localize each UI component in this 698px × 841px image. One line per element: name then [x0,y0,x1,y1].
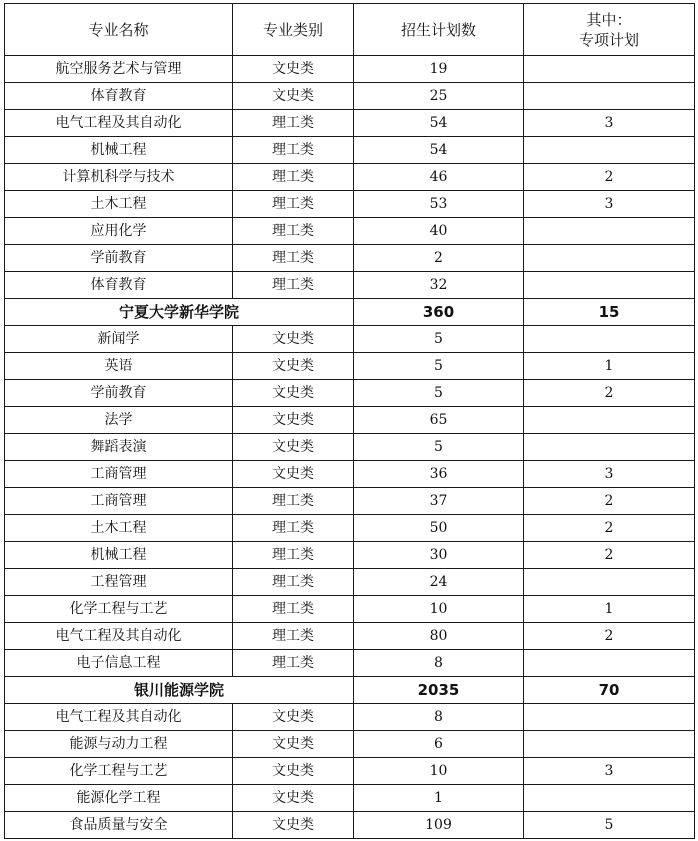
enrollment-plan-cell: 54 [354,137,524,164]
table-row [5,191,695,218]
table-row [5,110,695,137]
major-category-cell: 理工类 [233,596,354,623]
table-row [5,353,695,380]
major-name-cell: 能源与动力工程 [5,731,233,758]
enrollment-plan-cell: 40 [354,218,524,245]
major-category-cell: 理工类 [233,191,354,218]
major-name-cell: 化学工程与工艺 [5,596,233,623]
major-category-cell: 理工类 [233,569,354,596]
major-name-cell: 计算机科学与技术 [5,164,233,191]
major-name-cell: 新闻学 [5,326,233,353]
major-name-cell: 工程管理 [5,569,233,596]
table-row [5,326,695,353]
header-special-plan-line2: 专项计划 [578,30,639,49]
group-total-row [5,299,695,326]
header-enrollment-plan: 招生计划数 [354,4,524,56]
special-plan-cell [524,137,695,164]
enrollment-plan-cell: 8 [354,650,524,677]
enrollment-plan-cell: 25 [354,83,524,110]
special-plan-cell [524,569,695,596]
special-plan-cell [524,83,695,110]
major-name-cell: 体育教育 [5,272,233,299]
special-plan-cell: 2 [524,488,695,515]
enrollment-plan-cell: 5 [354,380,524,407]
special-plan-cell [524,731,695,758]
enrollment-plan-cell: 10 [354,596,524,623]
major-category-cell: 文史类 [233,758,354,785]
enrollment-plan-cell: 24 [354,569,524,596]
special-plan-cell: 3 [524,110,695,137]
table-body [5,56,695,839]
table-row [5,245,695,272]
special-plan-cell: 1 [524,596,695,623]
enrollment-plan-cell: 30 [354,542,524,569]
special-plan-cell [524,650,695,677]
special-plan-cell: 1 [524,353,695,380]
major-name-cell: 航空服务艺术与管理 [5,56,233,83]
header-major-category: 专业类别 [233,4,354,56]
group-special-total: 15 [524,299,695,326]
special-plan-cell [524,245,695,272]
major-category-cell: 文史类 [233,83,354,110]
major-category-cell: 文史类 [233,704,354,731]
major-category-cell: 文史类 [233,326,354,353]
table-row [5,137,695,164]
enrollment-plan-cell: 2 [354,245,524,272]
special-plan-cell [524,56,695,83]
special-plan-cell: 2 [524,515,695,542]
major-name-cell: 机械工程 [5,137,233,164]
special-plan-cell: 3 [524,191,695,218]
group-name: 宁夏大学新华学院 [5,299,354,326]
special-plan-cell [524,704,695,731]
special-plan-cell: 2 [524,380,695,407]
major-name-cell: 工商管理 [5,461,233,488]
enrollment-plan-cell: 109 [354,812,524,839]
major-name-cell: 工商管理 [5,488,233,515]
special-plan-cell: 3 [524,461,695,488]
major-category-cell: 理工类 [233,515,354,542]
major-name-cell: 学前教育 [5,380,233,407]
enrollment-plan-cell: 5 [354,353,524,380]
enrollment-plan-cell: 32 [354,272,524,299]
major-category-cell: 理工类 [233,488,354,515]
major-name-cell: 法学 [5,407,233,434]
major-category-cell: 理工类 [233,272,354,299]
major-category-cell: 文史类 [233,380,354,407]
table-row [5,704,695,731]
header-special-plan [524,4,695,56]
special-plan-cell: 5 [524,812,695,839]
table-row [5,650,695,677]
enrollment-plan-cell: 50 [354,515,524,542]
table-row [5,569,695,596]
enrollment-plan-cell: 10 [354,758,524,785]
table-row [5,596,695,623]
enrollment-plan-table [4,3,695,839]
enrollment-plan-cell: 36 [354,461,524,488]
group-total-row [5,677,695,704]
major-category-cell: 文史类 [233,461,354,488]
table-row [5,56,695,83]
major-name-cell: 机械工程 [5,542,233,569]
major-name-cell: 化学工程与工艺 [5,758,233,785]
major-category-cell: 理工类 [233,542,354,569]
table-row [5,434,695,461]
major-name-cell: 英语 [5,353,233,380]
table-row [5,83,695,110]
enrollment-plan-cell: 1 [354,785,524,812]
major-name-cell: 电气工程及其自动化 [5,704,233,731]
enrollment-plan-cell: 5 [354,326,524,353]
header-special-plan-line1: 其中： [586,10,632,29]
table-row [5,623,695,650]
table-row [5,407,695,434]
special-plan-cell: 2 [524,164,695,191]
major-name-cell: 能源化学工程 [5,785,233,812]
enrollment-plan-cell: 37 [354,488,524,515]
major-category-cell: 文史类 [233,731,354,758]
group-name: 银川能源学院 [5,677,354,704]
enrollment-plan-cell: 5 [354,434,524,461]
enrollment-plan-cell: 54 [354,110,524,137]
major-category-cell: 理工类 [233,218,354,245]
special-plan-cell [524,785,695,812]
table-row [5,812,695,839]
enrollment-plan-cell: 6 [354,731,524,758]
table-row [5,731,695,758]
enrollment-plan-cell: 46 [354,164,524,191]
major-category-cell: 文史类 [233,407,354,434]
major-category-cell: 文史类 [233,434,354,461]
table-row [5,164,695,191]
enrollment-plan-cell: 53 [354,191,524,218]
table-row [5,380,695,407]
major-name-cell: 体育教育 [5,83,233,110]
special-plan-cell: 2 [524,623,695,650]
group-special-total: 70 [524,677,695,704]
table-row [5,785,695,812]
special-plan-cell [524,326,695,353]
major-category-cell: 文史类 [233,353,354,380]
table-row [5,272,695,299]
special-plan-cell [524,434,695,461]
major-category-cell: 理工类 [233,137,354,164]
major-name-cell: 舞蹈表演 [5,434,233,461]
table-row [5,758,695,785]
table-row [5,515,695,542]
major-category-cell: 理工类 [233,623,354,650]
major-name-cell: 电气工程及其自动化 [5,110,233,137]
header-major-name: 专业名称 [5,4,233,56]
major-name-cell: 食品质量与安全 [5,812,233,839]
major-name-cell: 土木工程 [5,515,233,542]
major-category-cell: 理工类 [233,245,354,272]
special-plan-cell [524,272,695,299]
major-category-cell: 文史类 [233,785,354,812]
enrollment-plan-cell: 80 [354,623,524,650]
group-plan-total: 360 [354,299,524,326]
table-row [5,461,695,488]
header-row [5,4,695,56]
major-category-cell: 理工类 [233,650,354,677]
special-plan-cell: 3 [524,758,695,785]
major-category-cell: 文史类 [233,56,354,83]
group-plan-total: 2035 [354,677,524,704]
special-plan-cell: 2 [524,542,695,569]
table-row [5,488,695,515]
enrollment-plan-cell: 8 [354,704,524,731]
special-plan-cell [524,407,695,434]
major-category-cell: 文史类 [233,812,354,839]
table-row [5,218,695,245]
enrollment-plan-cell: 65 [354,407,524,434]
major-category-cell: 理工类 [233,164,354,191]
enrollment-plan-cell: 19 [354,56,524,83]
major-name-cell: 电气工程及其自动化 [5,623,233,650]
major-name-cell: 学前教育 [5,245,233,272]
special-plan-cell [524,218,695,245]
major-name-cell: 应用化学 [5,218,233,245]
major-name-cell: 土木工程 [5,191,233,218]
major-category-cell: 理工类 [233,110,354,137]
table-row [5,542,695,569]
table-header [5,4,695,56]
major-name-cell: 电子信息工程 [5,650,233,677]
